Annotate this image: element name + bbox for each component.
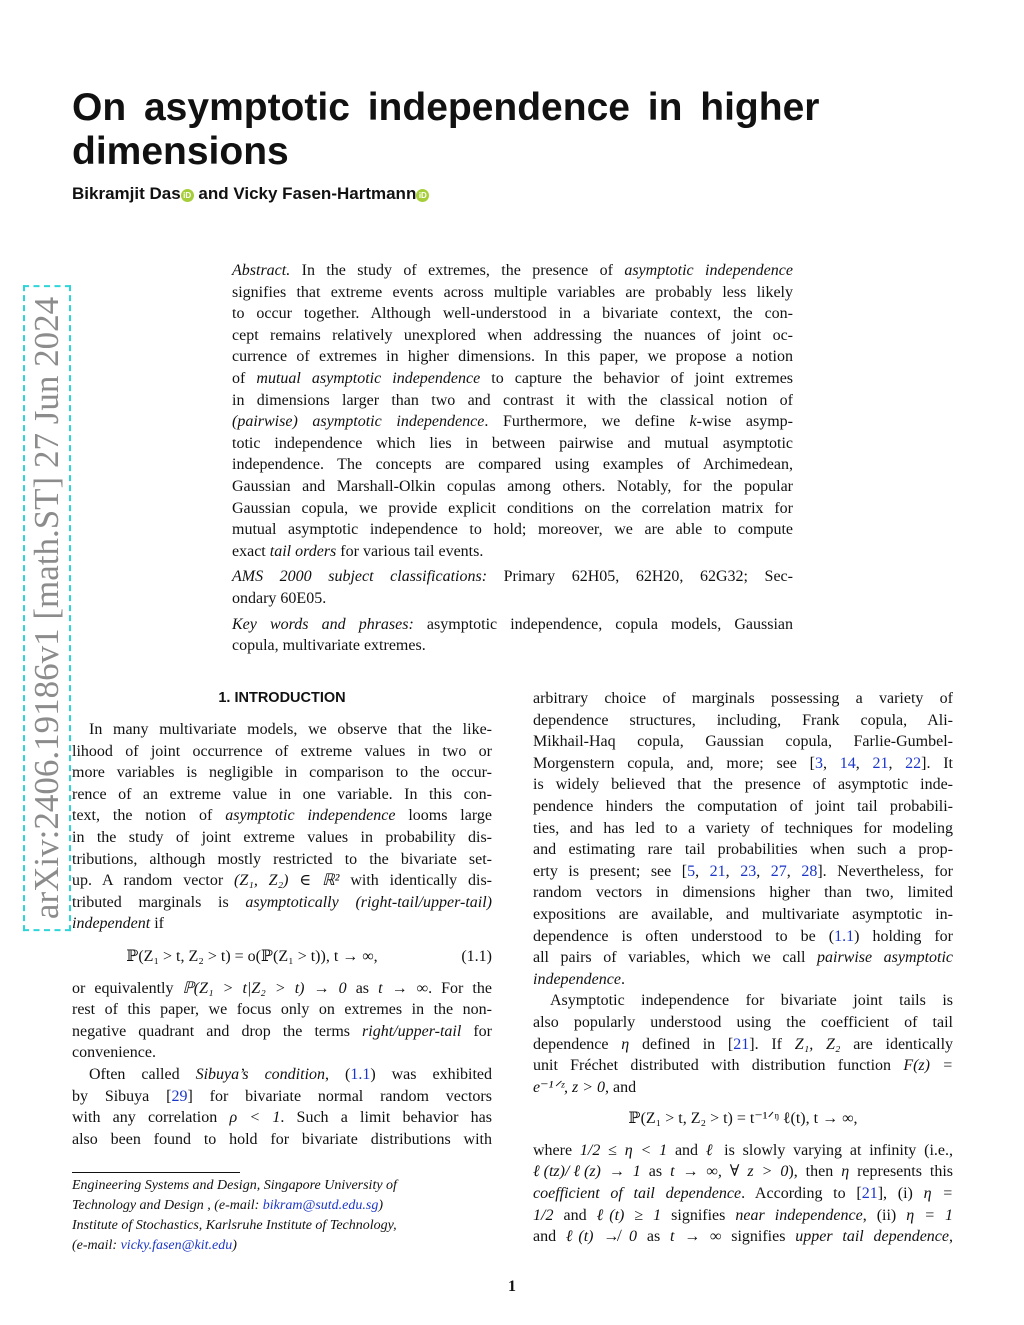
text-line: ondary 60E05.	[232, 589, 327, 607]
text-line: Mikhail-Haq copula, Gaussian copula, Farlie-Gumbel-	[533, 733, 953, 751]
emphasis: Sibuya’s condition	[195, 1065, 326, 1083]
text-line: (pairwise) asymptotic independence. Furthermore, we define k-wise asymp-	[232, 413, 794, 431]
text-line: Gaussian and Marshall-Olkin copulas among others. Notably, for the popular	[232, 477, 793, 495]
emphasis: asymptotically (right-tail/upper-tail)	[245, 893, 492, 911]
emphasis: mutual asymptotic independence	[256, 369, 481, 387]
text-line: tributions, although mostly restricted to the bivariate set-	[72, 850, 492, 868]
text-line: Key words and phrases: asymptotic independence, copula models, Gaussian	[232, 615, 794, 633]
paragraph	[533, 990, 953, 1098]
emphasis: asymptotic independence	[624, 262, 793, 279]
text-line: totic independence which lies in between pairwise and mutual asymptotic	[232, 434, 793, 452]
math-inline: F(z) =	[903, 1057, 954, 1075]
text-line: convenience.	[72, 1044, 156, 1062]
footnote-line: Institute of Stochastics, Karlsruhe Institute of Technology,	[72, 1218, 397, 1233]
text-line: independence. The concepts are compared using examples of Archimedean,	[232, 456, 793, 474]
equation-number: (1.1)	[461, 947, 492, 965]
section-heading: 1. INTRODUCTION	[218, 690, 346, 706]
citation-link[interactable]: 28	[801, 862, 818, 880]
equation-reference-link[interactable]: 1.1	[350, 1065, 371, 1083]
footnote-line: Engineering Systems and Design, Singapore University of	[72, 1178, 397, 1193]
text-line: of mutual asymptotic independence to capture the behavior of joint extremes	[232, 369, 794, 387]
math-inline: Z₁, Z₂	[794, 1035, 841, 1053]
math-inline: (Z₁, Z₂) ∈ ℝ²	[234, 872, 340, 890]
math-inline: η = 1	[906, 1206, 954, 1224]
citation-link[interactable]: 14	[839, 754, 856, 772]
title-line-1: On asymptotic independence in higher	[72, 86, 820, 129]
text-line: also popularly understood using the coefficient of tail	[533, 1013, 953, 1031]
text-line: signifies that extreme events across multiple variables are probably less likely	[232, 283, 793, 301]
citation-link[interactable]: 23	[740, 862, 757, 880]
equation-1-1	[72, 946, 492, 968]
emphasis: independent	[72, 915, 151, 933]
emphasis: coefficient of tail dependence	[533, 1185, 742, 1203]
math-inline: t → ∞	[669, 1228, 722, 1246]
text-line: coefficient of tail dependence. According to [21], (i) η =	[533, 1185, 954, 1203]
emphasis: upper tail dependence	[795, 1228, 950, 1246]
footnote-line: Technology and Design , (e-mail: bikram@sutd.edu.sg)	[72, 1198, 384, 1213]
math-inline: η =	[923, 1185, 954, 1203]
text-line: Often called Sibuya’s condition, (1.1) was exhibited	[89, 1065, 492, 1083]
emphasis: asymptotic independence	[225, 807, 396, 825]
math-inline: 1/2	[533, 1206, 554, 1224]
citation-link[interactable]: 21	[861, 1185, 878, 1203]
arxiv-identifier-stamp: arXiv:2406.19186v1 [math.ST] 27 Jun 2024	[23, 285, 71, 931]
citation-link[interactable]: 21	[709, 862, 726, 880]
left-column	[72, 688, 492, 1150]
text-line: is widely believed that the presence of asymptotic inde-	[533, 776, 953, 794]
text-line: exact tail orders for various tail events.	[232, 542, 484, 560]
footnote-divider	[72, 1172, 240, 1173]
math-inline: ℓ	[705, 1141, 717, 1159]
abstract-body	[232, 260, 793, 562]
math-inline: ℓ(tz)/ℓ(z) → 1	[533, 1163, 641, 1181]
text-line: ties, and has led to a variety of techniques for modeling	[533, 819, 953, 837]
text-line: arbitrary choice of marginals possessing a variety of	[533, 690, 953, 707]
text-line: rence of an extreme value in one variable. In this con-	[72, 785, 492, 803]
email-link[interactable]: bikram@sutd.edu.sg	[262, 1198, 379, 1213]
footnote-line: (e-mail: vicky.fasen@kit.edu)	[72, 1238, 237, 1253]
text-line: in the study of joint extreme values in probability dis-	[72, 828, 492, 846]
abstract-label: Abstract.	[232, 262, 291, 279]
text-line: cept remains relatively unexplored when addressing the nuances of joint oc-	[232, 326, 793, 344]
text-line: lihood of joint occurrence of extreme values in two or	[72, 742, 492, 760]
author-name: Bikramjit Das	[72, 184, 181, 203]
emphasis: pairwise asymptotic	[817, 949, 954, 967]
orcid-icon[interactable]: iD	[416, 189, 429, 202]
text-line: unit Fréchet distributed with distribution function F(z) =	[533, 1057, 954, 1075]
text-line: by Sibuya [29] for bivariate normal random vectors	[72, 1087, 492, 1105]
text-line: independent if	[72, 915, 164, 933]
text-line: In many multivariate models, we observe that the like-	[89, 721, 492, 738]
text-line: negative quadrant and drop the terms right/upper-tail for	[72, 1022, 492, 1040]
math-inline: t → ∞	[378, 979, 429, 997]
emphasis: independence	[533, 970, 621, 988]
citation-link[interactable]: 29	[171, 1087, 188, 1105]
paragraph	[72, 978, 492, 1064]
citation-link[interactable]: 21	[733, 1035, 750, 1053]
text-line: more variables is negligible in comparison to the occur-	[72, 764, 492, 782]
text-line: with any correlation ρ < 1. Such a limit behavior has	[72, 1109, 492, 1127]
text-line: rest of this paper, we focus only on extremes in the non-	[72, 1001, 492, 1019]
math-inline: e⁻¹ᐟᶻ, z > 0	[533, 1078, 606, 1096]
text-line: Abstract. In the study of extremes, the presence of asymptotic independence	[232, 262, 793, 279]
text-line: Asymptotic independence for bivariate joint tails is	[550, 992, 953, 1010]
orcid-icon[interactable]: iD	[181, 189, 194, 202]
paragraph	[533, 1140, 953, 1248]
text-line: Morgenstern copula, and, more; see [3, 14, 21, 22]. It	[533, 754, 954, 772]
equation-body: ℙ(Z₁ > t, Z₂ > t) = o(ℙ(Z₁ > t)), t → ∞,	[126, 947, 378, 965]
text-line: random vectors in dimensions higher than two, limited	[533, 884, 953, 902]
math-inline: 1/2 ≤ η < 1	[579, 1141, 668, 1159]
emphasis: (pairwise) asymptotic independence	[232, 413, 485, 431]
keywords	[232, 614, 793, 657]
citation-link[interactable]: 3	[814, 754, 823, 772]
author-affiliations-footnote	[72, 1176, 492, 1256]
text-line: 1/2 and ℓ(t) ≥ 1 signifies near independence, (ii) η = 1	[533, 1206, 954, 1224]
text-line: AMS 2000 subject classifications: Primary 62H05, 62H20, 62G32; Sec-	[232, 568, 793, 586]
math-inline: ℓ(t) ↛ 0	[565, 1228, 638, 1246]
title-line-2: dimensions	[72, 130, 289, 173]
text-line: pendence hinders the computation of joint tail probabili-	[533, 797, 953, 815]
equation-reference-link[interactable]: 1.1	[834, 927, 855, 945]
page-number: 1	[508, 1278, 516, 1295]
text-line: in dimensions larger than two and contrast it with the classical notion of	[232, 391, 793, 409]
math-variable: k	[689, 413, 697, 431]
math-inline: η	[621, 1035, 630, 1053]
text-line: and ℓ(t) ↛ 0 as t → ∞ signifies upper tail dependence,	[533, 1228, 954, 1246]
email-link[interactable]: vicky.fasen@kit.edu	[120, 1238, 233, 1253]
text-line: dependence structures, including, Frank copula, Ali-	[533, 711, 953, 729]
emphasis: near independence	[735, 1206, 863, 1224]
citation-link[interactable]: 22	[905, 754, 922, 772]
math-inline: η	[841, 1163, 850, 1181]
text-line: erty is present; see [5, 21, 23, 27, 28]. Nevertheless, for	[533, 862, 954, 880]
math-inline: t → ∞, ∀ z > 0	[670, 1163, 789, 1181]
math-inline: ℓ(t) ≥ 1	[596, 1206, 662, 1224]
paragraph	[72, 719, 492, 935]
author-list	[72, 183, 772, 205]
citation-link[interactable]: 21	[872, 754, 889, 772]
citation-link[interactable]: 5	[687, 862, 696, 880]
text-line: Gaussian copula, we provide explicit conditions on the correlation matrix for	[232, 499, 793, 517]
ams-classification	[232, 566, 793, 609]
text-line: ℓ(tz)/ℓ(z) → 1 as t → ∞, ∀ z > 0), then η represents this	[533, 1163, 954, 1181]
paragraph	[72, 1064, 492, 1150]
author-name: and Vicky Fasen-Hartmann	[193, 184, 417, 203]
citation-link[interactable]: 27	[770, 862, 787, 880]
text-line: or equivalently ℙ(Z₁ > t|Z₂ > t) → 0 as t → ∞. For the	[72, 979, 492, 997]
text-line: dependence η defined in [21]. If Z₁, Z₂ are identically	[533, 1035, 954, 1053]
math-inline: ρ < 1	[229, 1109, 281, 1127]
text-line: all pairs of variables, which we call pairwise asymptotic	[533, 949, 954, 967]
text-line: where 1/2 ≤ η < 1 and ℓ is slowly varying at infinity (i.e.,	[533, 1141, 953, 1159]
text-line: e⁻¹ᐟᶻ, z > 0, and	[533, 1078, 637, 1096]
text-line: currence of extremes in higher dimensions. In this paper, we propose a notion	[232, 348, 793, 366]
text-line: text, the notion of asymptotic independence looms large	[72, 807, 492, 825]
text-line: also been found to hold for bivariate distributions with	[72, 1130, 492, 1148]
text-line: to occur together. Although well-understood in a bivariate context, the con-	[232, 305, 793, 323]
emphasis: tail orders	[269, 542, 337, 560]
paragraph	[533, 688, 953, 990]
text-line: and estimating rare tail probabilities when such a prop-	[533, 841, 953, 859]
paper-title	[72, 86, 872, 174]
math-inline: ℙ(Z₁ > t|Z₂ > t) → 0	[182, 979, 347, 997]
keywords-label: Key words and phrases:	[232, 615, 414, 633]
ams-label: AMS 2000 subject classifications:	[232, 568, 488, 586]
emphasis: right/upper-tail	[362, 1022, 462, 1040]
equation-tail-dependence: ℙ(Z₁ > t, Z₂ > t) = t⁻¹ᐟᵑ ℓ(t), t → ∞,	[628, 1110, 858, 1128]
right-column	[533, 688, 953, 1248]
text-line: independence.	[533, 970, 625, 988]
text-line: up. A random vector (Z₁, Z₂) ∈ ℝ² with identically dis-	[72, 872, 493, 890]
text-line: mutual asymptotic independence to hold; moreover, we are able to compute	[232, 521, 793, 539]
text-line: dependence is often understood to be (1.1) holding for	[533, 927, 954, 945]
text-line: expositions are available, and multivariate asymptotic in-	[533, 905, 953, 923]
text-line: tributed marginals is asymptotically (right-tail/upper-tail)	[72, 893, 492, 911]
text-line: copula, multivariate extremes.	[232, 637, 426, 655]
abstract	[232, 260, 793, 657]
